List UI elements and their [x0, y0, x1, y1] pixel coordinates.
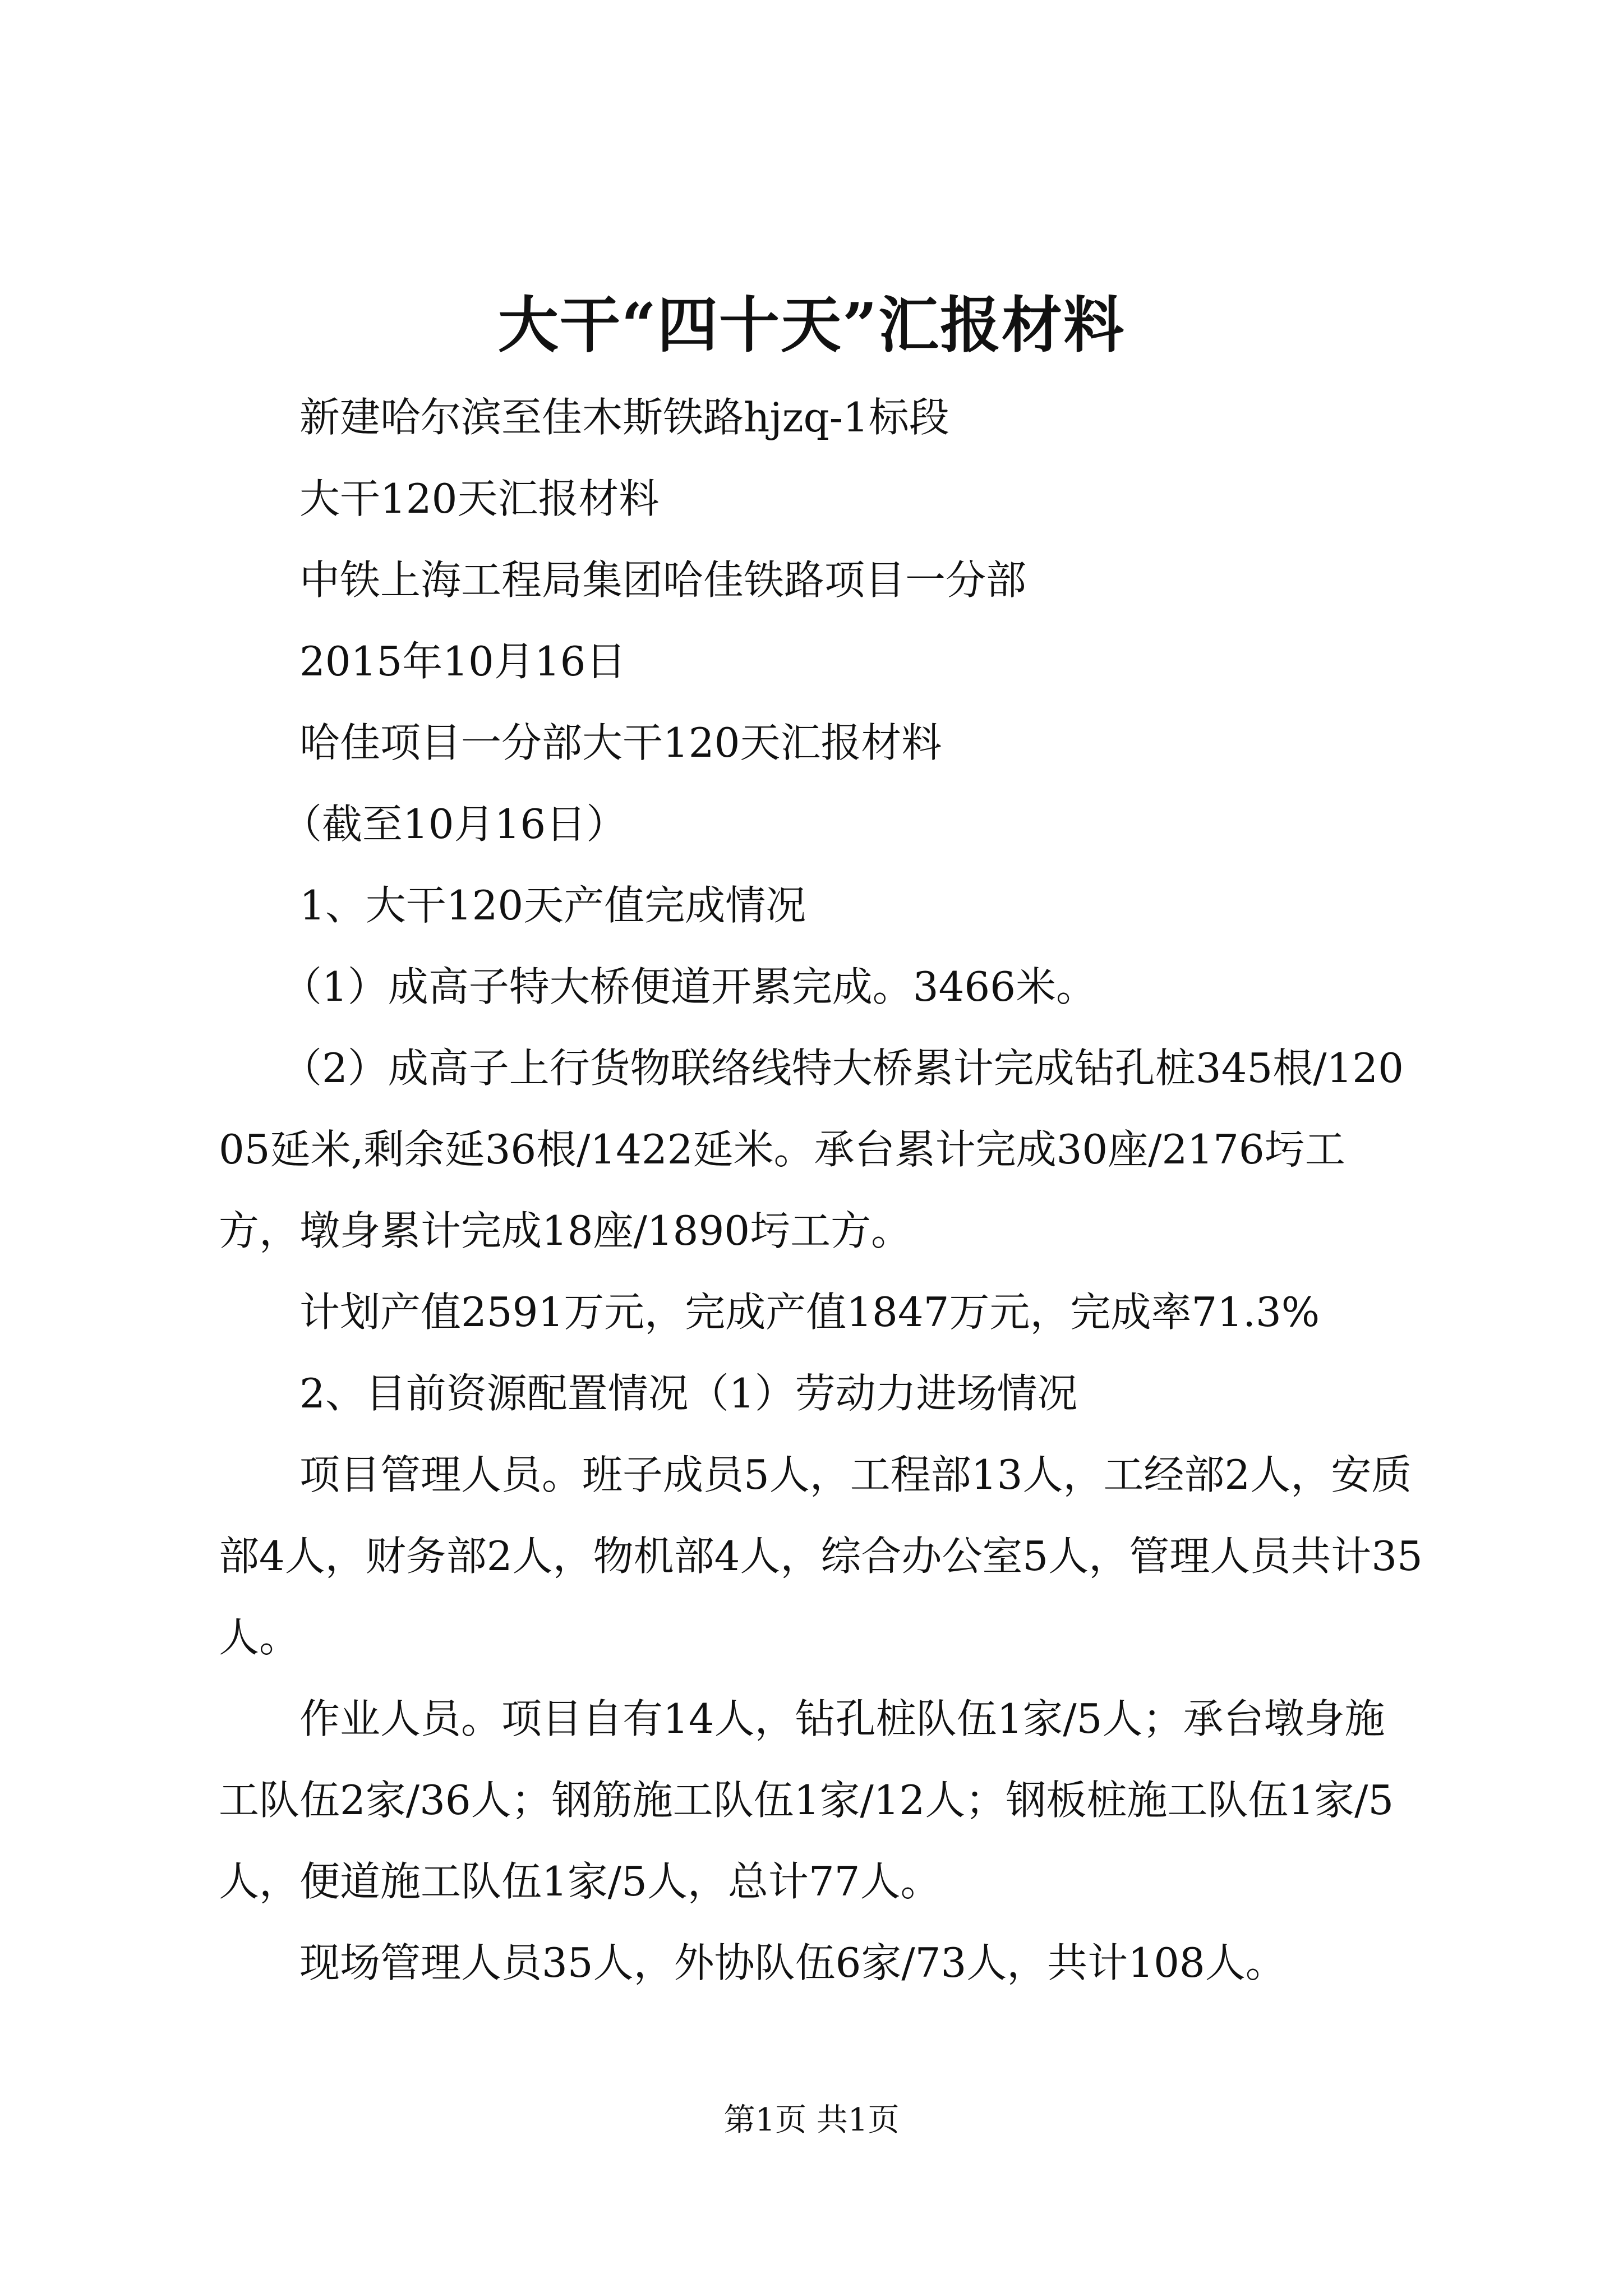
paragraph-item-1: （1）成高子特大桥便道开累完成。3466米。 — [282, 963, 1097, 1010]
paragraph-report-heading: 哈佳项目一分部大干120天汇报材料 — [299, 719, 942, 766]
paragraph-output-value: 计划产值2591万元，完成产值1847万元，完成率71.3% — [299, 1289, 1320, 1336]
paragraph-date: 2015年10月16日 — [299, 638, 626, 685]
paragraph-workers: 作业人员。项目自有14人，钻孔桩队伍1家/5人；承台墩身施工队伍2家/36人；钢筋施工队伍1家/12人；钢板桩施工队伍1家/5人，便道施工队伍1家/5人，总计77人。 — [219, 1695, 1394, 1905]
page-footer: 第1页 共1页 — [723, 2102, 900, 2138]
paragraph-project-name: 新建哈尔滨至佳木斯铁路hjzq-1标段 — [299, 394, 949, 441]
section-heading-resources: 2、目前资源配置情况（1）劳动力进场情况 — [299, 1370, 1078, 1417]
paragraph-cutoff-date: （截至10月16日） — [282, 800, 627, 848]
paragraph-totals: 现场管理人员35人，外协队伍6家/73人，共计108人。 — [299, 1939, 1286, 1986]
document-body — [219, 377, 1424, 2004]
paragraph-report-subtitle: 大干120天汇报材料 — [299, 475, 660, 522]
paragraph-item-2: （2）成高子上行货物联络线特大桥累计完成钻孔桩345根/12005延米,剩余延36根/1422延米。承台累计完成30座/2176圬工方，墩身累计完成18座/1890圬工方。 — [219, 1045, 1404, 1254]
document-title: 大干“四十天”汇报材料 — [497, 290, 1126, 361]
section-heading-output: 1、大干120天产值完成情况 — [299, 882, 806, 929]
paragraph-management-staff: 项目管理人员。班子成员5人，工程部13人，工经部2人，安质部4人，财务部2人，物机部4人，综合办公室5人，管理人员共计35人。 — [219, 1451, 1423, 1661]
paragraph-organization: 中铁上海工程局集团哈佳铁路项目一分部 — [299, 556, 1027, 604]
